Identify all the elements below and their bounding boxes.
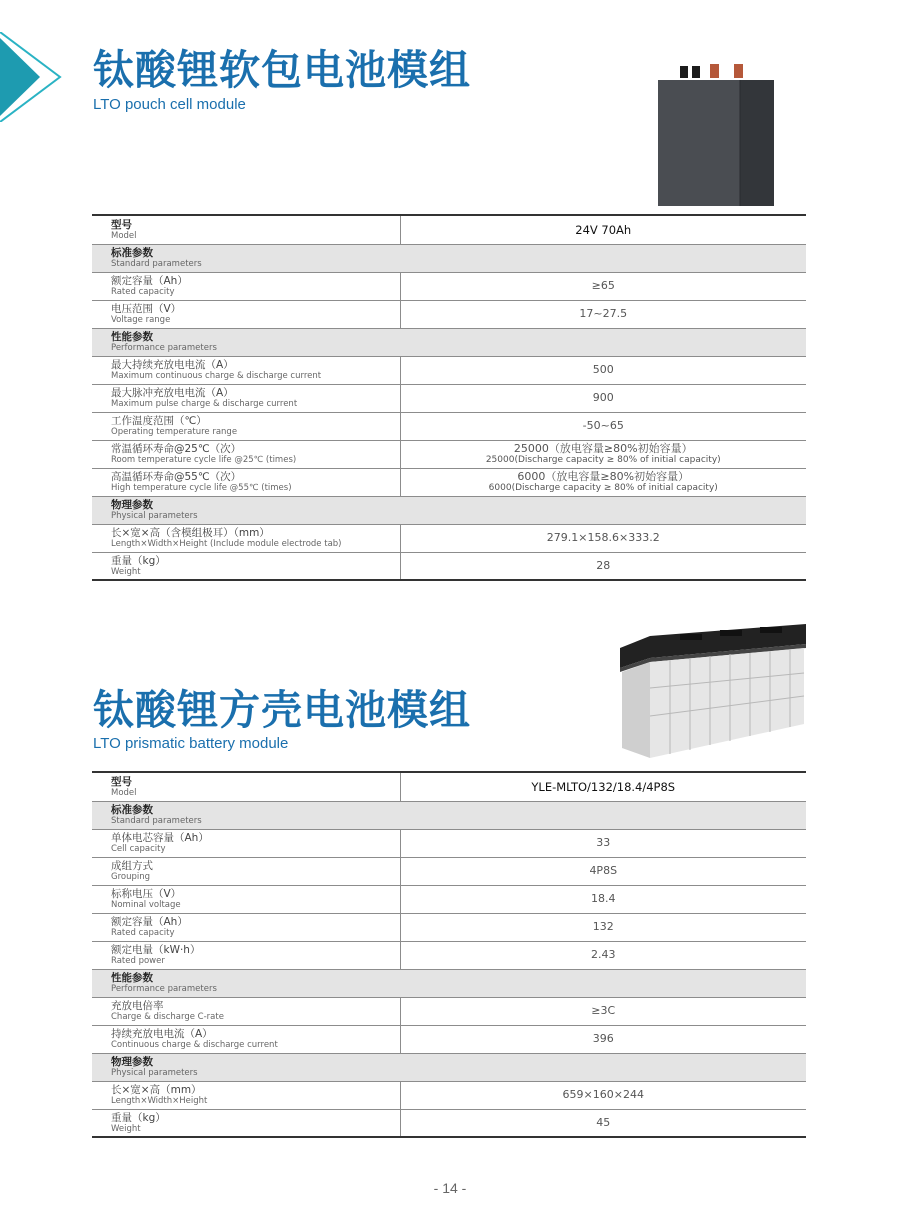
param-label-cell [92,412,400,440]
param-name-en: Cell capacity [111,844,166,854]
param-name-en: Model [111,787,137,798]
param-name-zh: 电压范围（V） [111,303,182,315]
param-name-zh: 工作温度范围（℃） [111,415,207,427]
param-value-text: 900 [592,391,614,404]
model-value-text: 24V 70Ah [575,222,632,237]
param-label-cell [92,524,400,552]
param-name-en: Continuous charge & discharge current [111,1040,278,1050]
param-label-cell [92,384,400,412]
param-value-cell [400,412,806,440]
table-row [92,941,806,969]
param-label-cell [92,300,400,328]
table-row [92,300,806,328]
param-name-zh: 常温循环寿命@25℃（次） [111,443,242,455]
param-value-text: 25000（放电容量≥80%初始容量） [513,441,693,455]
table-row [92,857,806,885]
spec-table-prismatic [92,771,806,1138]
prismatic-module-image [610,618,810,762]
group-header-row [92,1053,806,1081]
table-row [92,829,806,857]
param-value-cell [400,384,806,412]
param-name-zh: 长×宽×高（含模组极耳）（mm） [111,527,270,539]
param-name-zh: 性能参数 [111,972,153,984]
param-value-cell [400,885,806,913]
param-name-en: Model [111,230,137,241]
group-header-row [92,801,806,829]
param-label-cell [92,272,400,300]
param-value-text: 279.1×158.6×333.2 [546,531,660,544]
param-value-cell [400,941,806,969]
param-value-cell [400,1109,806,1137]
table-row [92,384,806,412]
param-name-zh: 型号 [111,775,132,788]
param-label-cell [92,829,400,857]
table-row [92,412,806,440]
param-name-en: Physical parameters [111,1068,198,1078]
model-row [92,215,806,244]
param-label-cell [92,440,400,468]
param-name-en: Weight [111,566,141,577]
param-label-cell [92,857,400,885]
param-name-zh: 成组方式 [111,860,153,872]
param-value-cell [400,356,806,384]
param-name-en: Length×Width×Height [111,1096,208,1106]
param-name-en: Grouping [111,872,151,882]
param-value-cell [400,857,806,885]
param-label-cell [92,1109,400,1137]
param-name-zh: 持续充放电电流（A） [111,1028,213,1040]
group-header-cell [92,1053,806,1081]
param-value-cell [400,440,806,468]
param-name-en: Operating temperature range [111,427,238,437]
table-row [92,468,806,496]
param-value-text: 500 [592,363,614,376]
param-name-zh: 物理参数 [111,499,153,511]
param-value-cell [400,1025,806,1053]
group-header-row [92,969,806,997]
param-value-text: 17~27.5 [579,307,628,320]
param-value-text: 45 [596,1115,611,1129]
spec-table-pouch [92,214,806,581]
section-title-prismatic: 钛酸锂方壳电池模组 [93,686,471,734]
param-value-text: ≥3C [591,1004,616,1017]
param-value-cell [400,1081,806,1109]
table-row [92,997,806,1025]
param-name-en: Rated capacity [111,287,175,297]
param-label-cell [92,468,400,496]
param-value-cell [400,552,806,580]
group-header-row [92,244,806,272]
table-row [92,524,806,552]
param-name-zh: 标称电压（V） [111,888,182,900]
param-value-text: -50~65 [582,419,624,432]
param-value-text: 33 [596,836,611,849]
param-name-zh: 重量（kg） [111,554,166,567]
param-name-zh: 最大脉冲充放电电流（A） [111,387,234,399]
param-name-en: High temperature cycle life @55℃ (times) [111,483,292,493]
table-row [92,356,806,384]
param-value-cell [400,913,806,941]
corner-arrow-icon [0,32,64,122]
param-name-en: Nominal voltage [111,900,181,910]
param-name-en: Room temperature cycle life @25℃ (times) [111,455,297,465]
section-title-pouch: 钛酸锂软包电池模组 [93,46,471,94]
model-row [92,772,806,801]
param-name-en: Maximum pulse charge & discharge current [111,399,298,409]
param-label-cell [92,997,400,1025]
param-value-text: 4P8S [589,864,618,877]
param-name-zh: 额定容量（Ah） [111,275,188,287]
param-name-en: Maximum continuous charge & discharge current [111,371,322,381]
param-value-text: 6000(Discharge capacity ≥ 80% of initial capacity) [488,482,718,493]
param-label-cell [92,941,400,969]
param-value-cell [400,524,806,552]
param-label-cell [92,552,400,580]
section-subtitle-prismatic: LTO prismatic battery module [93,735,289,752]
param-value-text: 659×160×244 [562,1088,644,1101]
param-name-zh: 标准参数 [111,804,153,816]
table-row [92,1081,806,1109]
param-value-text: 132 [592,920,614,933]
pouch-module-image [650,64,776,208]
param-name-zh: 高温循环寿命@55℃（次） [111,471,242,483]
param-name-zh: 最大持续充放电电流（A） [111,359,234,371]
param-value-cell [400,997,806,1025]
table-row [92,913,806,941]
param-name-zh: 充放电倍率 [111,1000,164,1012]
param-name-en: Weight [111,1123,141,1134]
param-value-text: 396 [592,1032,614,1045]
param-label-cell [92,913,400,941]
param-name-zh: 标准参数 [111,247,153,259]
param-label-cell [92,215,400,244]
param-name-en: Charge & discharge C-rate [111,1012,224,1022]
param-name-en: Performance parameters [111,984,217,994]
param-label-cell [92,772,400,801]
param-label-cell [92,1025,400,1053]
param-label-cell [92,1081,400,1109]
param-name-en: Voltage range [111,315,171,325]
param-name-en: Performance parameters [111,343,217,353]
model-value-text: YLE-MLTO/132/18.4/4P8S [531,779,676,794]
table-row [92,1109,806,1137]
table-row [92,885,806,913]
param-name-zh: 性能参数 [111,331,153,343]
section-subtitle-pouch: LTO pouch cell module [93,96,246,113]
param-value-cell [400,300,806,328]
param-name-en: Rated capacity [111,928,175,938]
table-row [92,552,806,580]
group-header-cell [92,328,806,356]
page-number: - 14 - [433,1180,467,1196]
param-value-text: ≥65 [591,279,615,292]
param-name-zh: 物理参数 [111,1056,153,1068]
param-name-zh: 单体电芯容量（Ah） [111,832,209,844]
param-value-cell [400,272,806,300]
param-name-en: Rated power [111,956,165,966]
param-name-en: Standard parameters [111,816,202,826]
table-row [92,272,806,300]
param-name-zh: 额定电量（kW·h） [111,944,201,956]
param-name-zh: 重量（kg） [111,1111,166,1124]
param-name-zh: 型号 [111,218,132,231]
table-row [92,440,806,468]
param-name-zh: 长×宽×高（mm） [111,1084,202,1096]
model-value [400,215,806,244]
param-name-en: Length×Width×Height (Include module electrode tab) [111,539,342,549]
group-header-cell [92,496,806,524]
param-value-text: 25000(Discharge capacity ≥ 80% of initial capacity) [485,454,721,465]
param-value-cell [400,468,806,496]
model-value [400,772,806,801]
param-label-cell [92,356,400,384]
group-header-cell [92,801,806,829]
table-row [92,1025,806,1053]
param-name-en: Physical parameters [111,511,198,521]
group-header-cell [92,244,806,272]
group-header-row [92,328,806,356]
param-value-text: 18.4 [591,892,616,905]
param-name-zh: 额定容量（Ah） [111,916,188,928]
param-value-text: 2.43 [591,948,616,961]
group-header-cell [92,969,806,997]
group-header-row [92,496,806,524]
param-name-en: Standard parameters [111,259,202,269]
param-label-cell [92,885,400,913]
param-value-text: 28 [596,558,611,572]
param-value-text: 6000（放电容量≥80%初始容量） [517,469,690,483]
param-value-cell [400,829,806,857]
